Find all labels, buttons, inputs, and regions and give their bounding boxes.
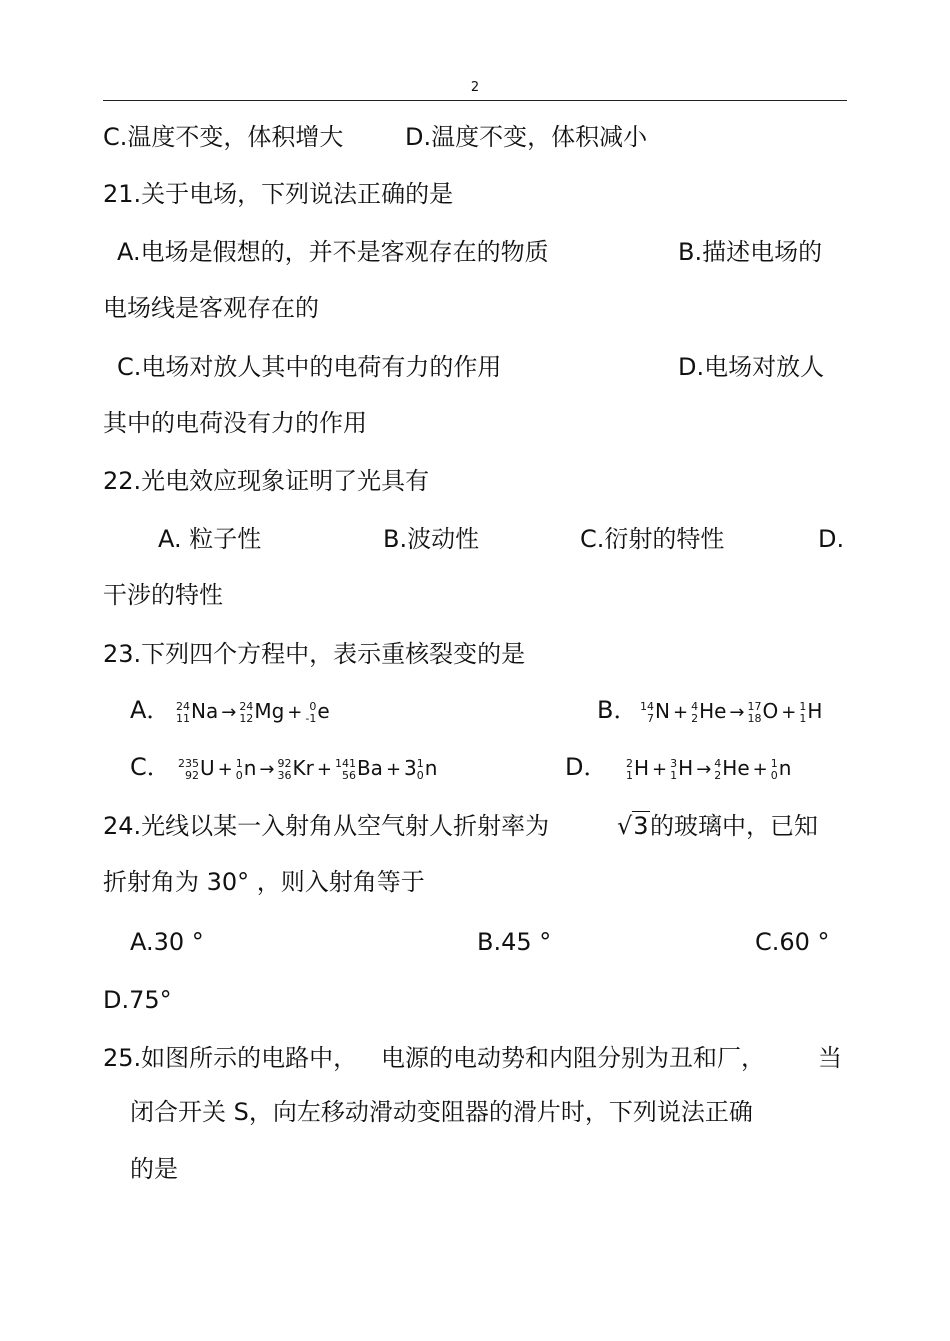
plus-symbol: +: [316, 759, 332, 780]
element-symbol: n: [243, 756, 257, 780]
element-symbol: H: [807, 699, 823, 723]
element-symbol: H: [634, 756, 650, 780]
mass-number: 0: [309, 699, 317, 713]
element-symbol: H: [678, 756, 694, 780]
element-symbol: Kr: [292, 756, 314, 780]
atomic-number: 1: [799, 711, 807, 725]
atomic-number: 56: [341, 768, 356, 782]
nuclide-numbers: [771, 758, 778, 782]
nuclide: [640, 695, 670, 727]
element-symbol: O: [762, 699, 779, 723]
q24-option-b: B.45 °: [477, 928, 552, 956]
q23-option-d-label: D．: [565, 753, 608, 781]
nuclide-numbers: [417, 758, 424, 782]
q21-option-a: A.电场是假想的，并不是客观存在的物质: [117, 238, 549, 266]
page-number: 2: [470, 80, 480, 95]
atomic-number: 7: [647, 711, 654, 725]
element-symbol: U: [200, 756, 215, 780]
q25-stem-part3: 当: [818, 1044, 842, 1072]
plus-symbol: +: [287, 702, 303, 723]
element-symbol: Na: [191, 699, 219, 723]
mass-number: 1: [799, 699, 807, 713]
q21-option-d-cont: 其中的电荷没有力的作用: [103, 409, 367, 437]
q24-stem-part3: 折射角为 30° ，则入射角等于: [103, 868, 425, 896]
atomic-number: 1: [626, 768, 633, 782]
q21-option-b-cont: 电场线是客观存在的: [103, 294, 319, 322]
q25-stem-part5: 的是: [130, 1155, 178, 1183]
atomic-number: 18: [747, 711, 762, 725]
atomic-number: 1: [670, 768, 678, 782]
header-rule: [103, 100, 847, 101]
nuclide-coefficient: 3: [404, 756, 417, 780]
nuclide-numbers: [176, 701, 190, 725]
atomic-number: 2: [691, 711, 699, 725]
q25-stem-part2: 电源的电动势和内阻分别为丑和厂，: [381, 1044, 765, 1072]
nuclide: [799, 695, 822, 727]
q21-option-b: B.描述电场的: [678, 238, 823, 266]
nuclide: [714, 752, 749, 784]
q24-option-d: D.75°: [103, 986, 172, 1014]
nuclide: [305, 695, 329, 727]
q23-option-c-label: C．: [130, 753, 171, 781]
nuclide-numbers: [178, 758, 199, 782]
q22-option-a: A. 粒子性: [158, 525, 262, 553]
q20-option-d: D.温度不变，体积减小: [405, 123, 648, 151]
nuclide-numbers: [691, 701, 698, 725]
q23-equation-d: [626, 751, 791, 786]
mass-number: 235: [178, 756, 199, 770]
plus-symbol: +: [385, 759, 402, 780]
q22-option-d-cont: 干涉的特性: [103, 581, 223, 609]
nuclide-numbers: [748, 701, 762, 725]
nuclide: [278, 752, 314, 784]
q23-option-b-label: B．: [597, 696, 638, 724]
plus-symbol: +: [752, 759, 768, 780]
mass-number: 24: [239, 699, 254, 713]
atomic-number: 36: [277, 768, 292, 782]
nuclide-numbers: [305, 701, 316, 725]
nuclide: [236, 752, 257, 784]
nuclide-numbers: [335, 758, 356, 782]
plus-symbol: +: [652, 759, 668, 780]
mass-number: 141: [334, 756, 356, 770]
nuclide-numbers: [236, 758, 243, 782]
mass-number: 1: [416, 756, 424, 770]
nuclide: [239, 695, 284, 727]
arrow-symbol: →: [259, 759, 275, 780]
atomic-number: 0: [235, 768, 243, 782]
mass-number: 4: [714, 756, 722, 770]
q22-option-c: C.衍射的特性: [580, 525, 725, 553]
nuclide-numbers: [239, 701, 253, 725]
nuclide: [176, 695, 218, 727]
nuclide: [748, 695, 779, 727]
atomic-number: 11: [176, 711, 190, 725]
nuclide: [626, 752, 649, 784]
mass-number: 1: [770, 756, 778, 770]
arrow-symbol: →: [221, 702, 237, 723]
q21-option-c: C.电场对放人其中的电荷有力的作用: [117, 353, 502, 381]
atomic-number: 0: [416, 768, 424, 782]
q24-option-c: C.60 °: [755, 928, 830, 956]
element-symbol: Mg: [254, 699, 285, 723]
q23-stem: 23.下列四个方程中，表示重核裂变的是: [103, 640, 526, 668]
element-symbol: He: [699, 699, 727, 723]
atomic-number: 2: [714, 768, 722, 782]
q23-equation-b: [640, 694, 822, 729]
element-symbol: Ba: [356, 756, 383, 780]
plus-symbol: +: [781, 702, 797, 723]
element-symbol: e: [317, 699, 330, 723]
nuclide: [335, 752, 383, 784]
atomic-number: 12: [239, 711, 254, 725]
atomic-number: 0: [770, 768, 778, 782]
q22-option-b: B.波动性: [383, 525, 480, 553]
q20-option-c: C.温度不变，体积增大: [103, 123, 344, 151]
q24-sqrt: [617, 810, 650, 842]
arrow-symbol: →: [729, 702, 745, 723]
plus-symbol: +: [672, 702, 689, 723]
q23-equation-c: [178, 751, 437, 786]
q24-stem-part2: 的玻璃中，已知: [650, 812, 818, 840]
nuclide-numbers: [714, 758, 721, 782]
element-symbol: n: [778, 756, 792, 780]
mass-number: 2: [626, 756, 633, 770]
q21-stem: 21.关于电场，下列说法正确的是: [103, 180, 454, 208]
nuclide: [670, 752, 693, 784]
mass-number: 17: [747, 699, 762, 713]
arrow-symbol: →: [696, 759, 712, 780]
nuclide-numbers: [670, 758, 677, 782]
q25-stem-part4: 闭合开关 S，向左移动滑动变阻器的滑片时，下列说法正确: [130, 1098, 753, 1126]
nuclide: [691, 695, 726, 727]
element-symbol: He: [722, 756, 750, 780]
nuclide: [404, 752, 437, 784]
q21-option-d: D.电场对放人: [678, 353, 825, 381]
nuclide-numbers: [640, 701, 654, 725]
sqrt-symbol: √3: [617, 812, 649, 840]
q24-stem-part1: 24.光线以某一入射角从空气射人折射率为: [103, 812, 550, 840]
q23-equation-a: [176, 694, 330, 729]
element-symbol: N: [655, 699, 670, 723]
q22-stem: 22.光电效应现象证明了光具有: [103, 467, 430, 495]
q24-option-a: A.30 °: [130, 928, 204, 956]
nuclide: [771, 752, 792, 784]
element-symbol: n: [424, 756, 438, 780]
nuclide-numbers: [278, 758, 292, 782]
atomic-number: 92: [185, 768, 199, 782]
q23-option-a-label: A．: [130, 696, 171, 724]
mass-number: 4: [691, 699, 699, 713]
mass-number: 92: [277, 756, 292, 770]
mass-number: 24: [176, 699, 190, 713]
q25-stem-part1: 25.如图所示的电路中，: [103, 1044, 358, 1072]
mass-number: 14: [640, 699, 654, 713]
mass-number: 1: [235, 756, 243, 770]
nuclide-numbers: [626, 758, 633, 782]
mass-number: 3: [670, 756, 678, 770]
plus-symbol: +: [217, 759, 233, 780]
atomic-number: -1: [305, 711, 317, 725]
q22-option-d: D.: [818, 525, 845, 553]
sqrt-radicand: 3: [633, 812, 649, 840]
nuclide: [178, 752, 215, 784]
nuclide-numbers: [799, 701, 806, 725]
